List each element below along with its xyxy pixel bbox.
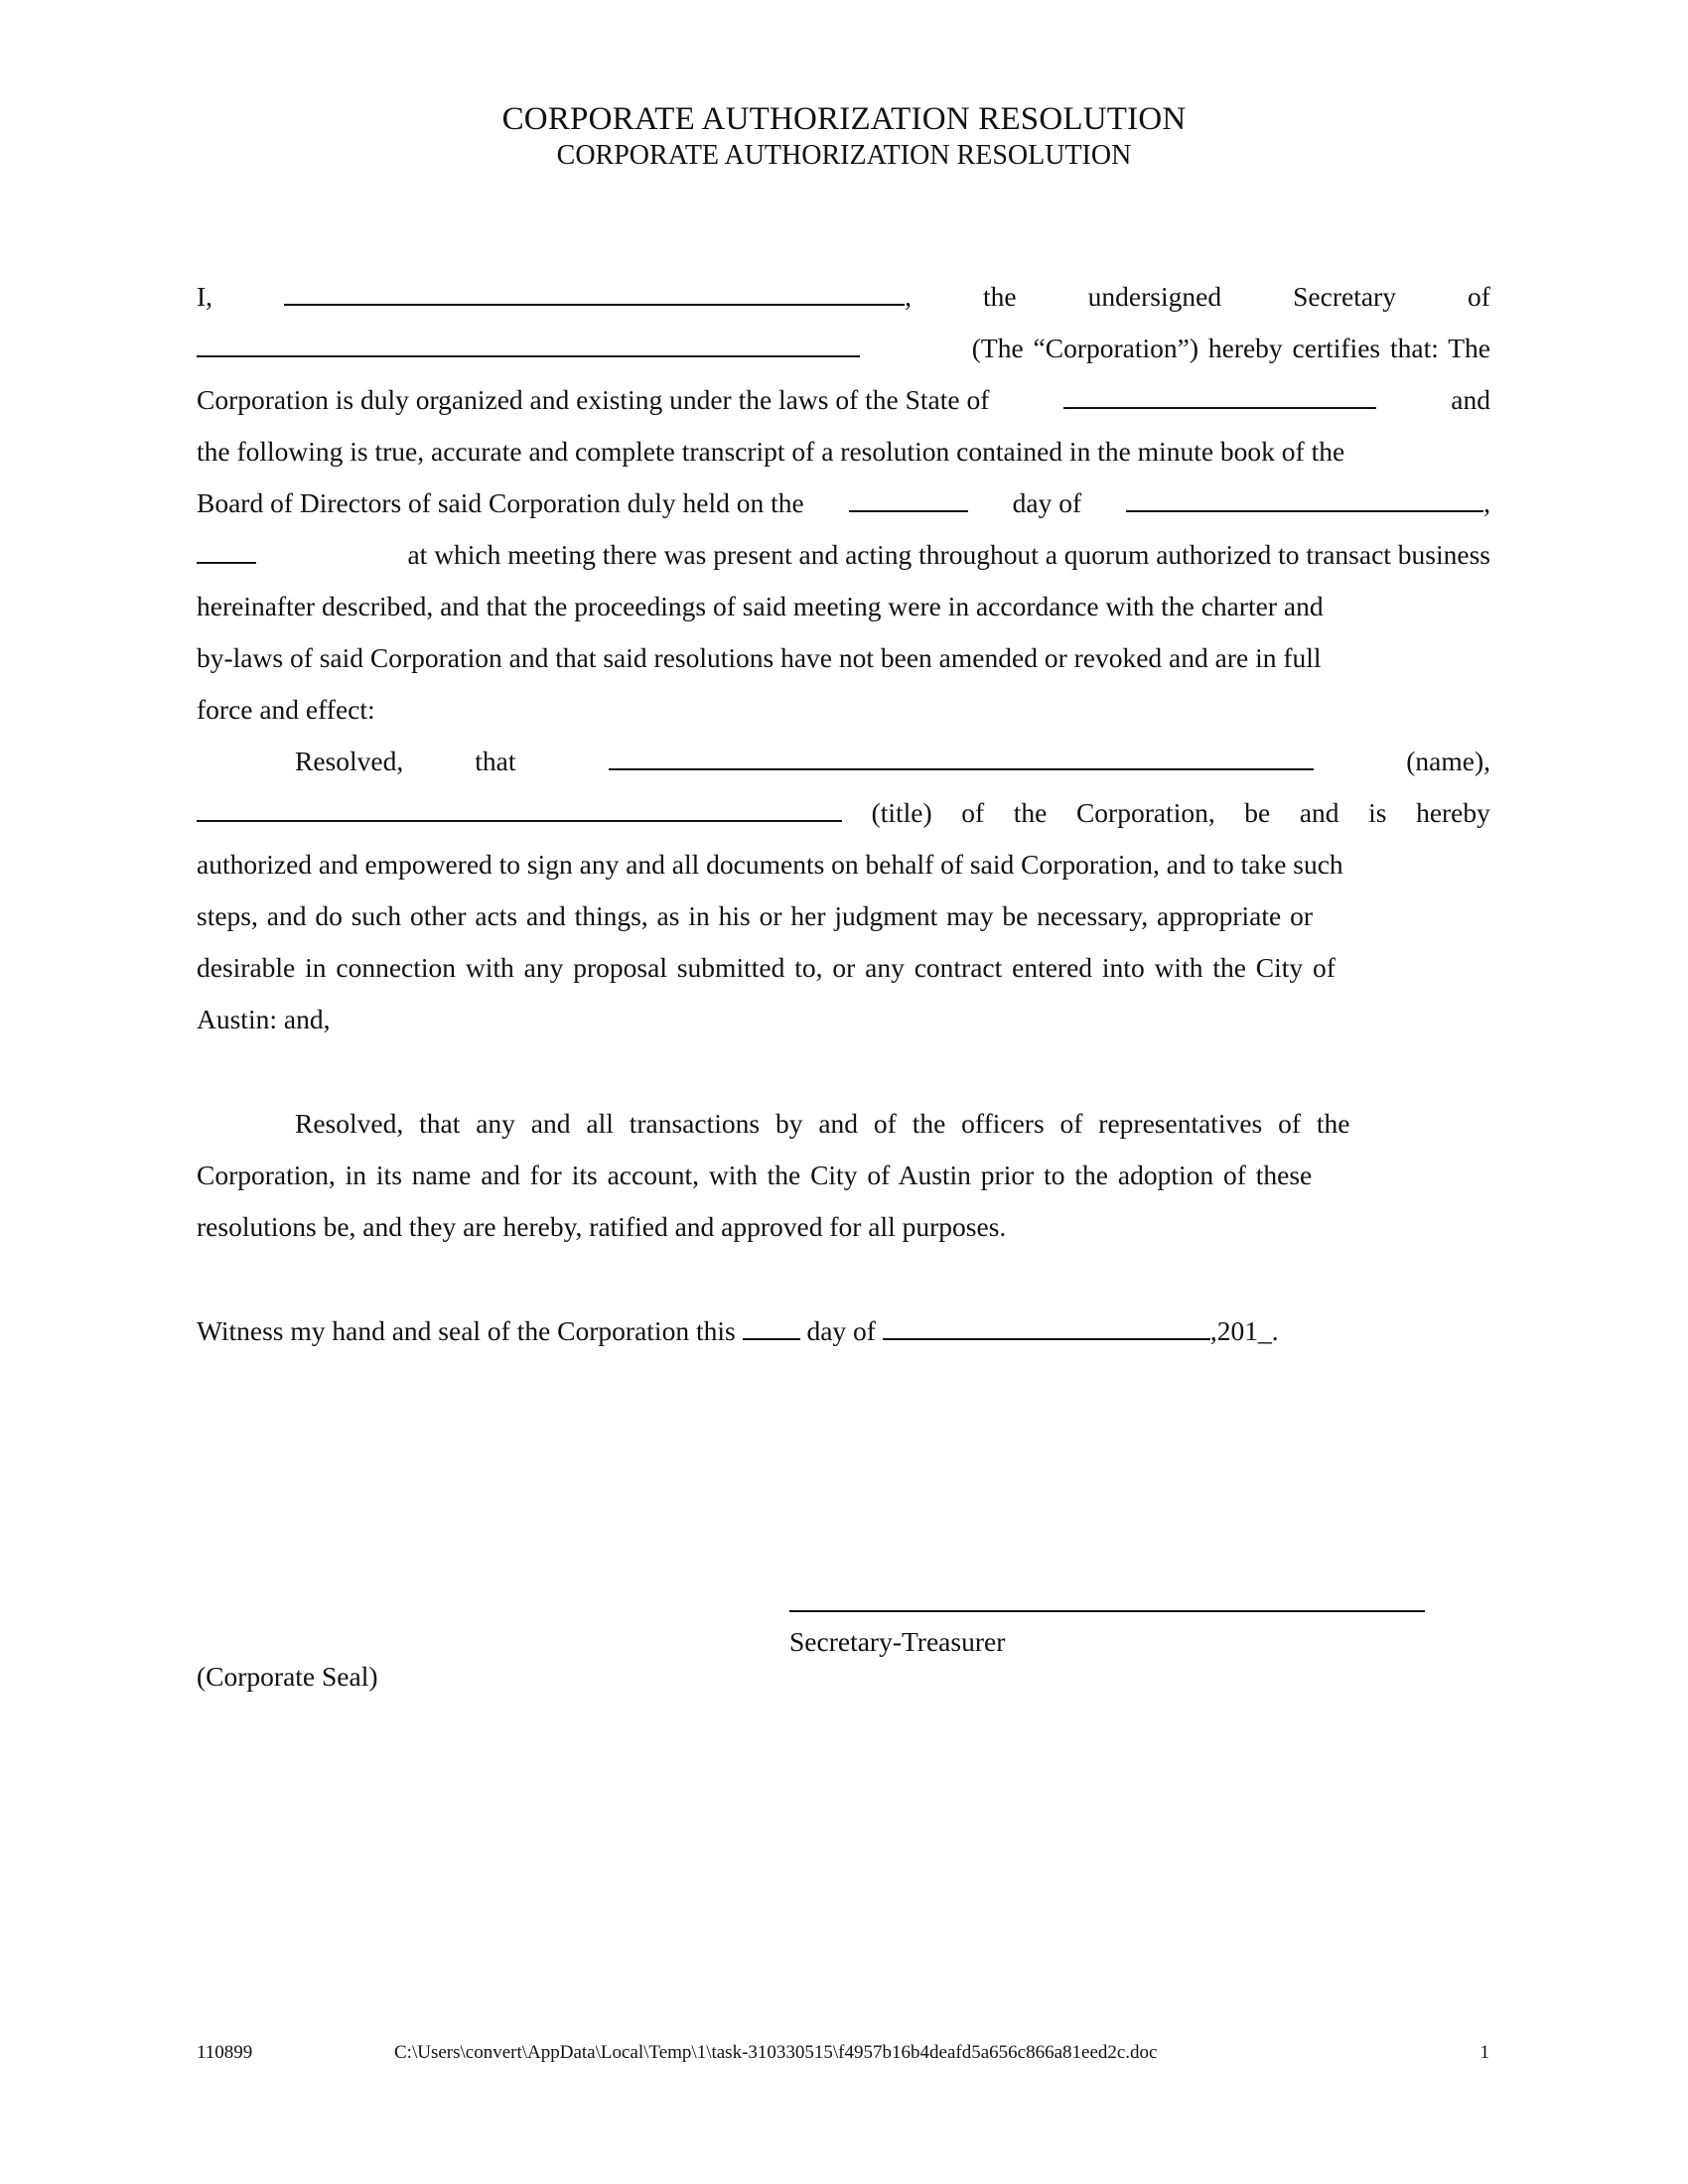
resolution2-line-3 — [197, 1209, 1490, 1245]
text: resolutions be, and they are hereby, ratified and approved for all purposes. — [197, 1211, 1007, 1242]
text: Corporation is duly organized and existing under the laws of the State of — [197, 384, 990, 415]
text: Secretary — [1293, 281, 1396, 312]
text: Resolved, — [295, 746, 404, 776]
cert-line-1 — [197, 279, 1490, 315]
text: at which meeting there was present and acting throughout a quorum authorized to transact business — [407, 539, 1490, 570]
text: the — [1013, 797, 1048, 828]
secretary-name-blank-group — [284, 279, 912, 315]
signature-line[interactable] — [789, 1610, 1425, 1612]
text: day of — [1012, 487, 1082, 518]
authorized-name-blank[interactable] — [609, 747, 1314, 770]
text: hereinafter described, and that the proceedings of said meeting were in accordance with the charter and — [197, 591, 1324, 621]
resolution1-line-1 — [197, 744, 1490, 779]
cert-line-9 — [197, 692, 1490, 728]
resolution1-line-3 — [197, 847, 1490, 883]
text: I, — [197, 281, 213, 312]
cert-line-7 — [197, 589, 1490, 624]
secretary-name-blank[interactable] — [284, 282, 905, 306]
text: desirable in connection with any proposal submitted to, or any contract entered into with the City of — [197, 952, 1336, 983]
text: Corporation, — [1075, 797, 1215, 828]
corporation-name-blank[interactable] — [197, 334, 860, 357]
cert-line-6 — [197, 537, 1490, 573]
authorized-title-blank[interactable] — [197, 798, 842, 822]
cert-line-2 — [197, 331, 1490, 366]
meeting-month-blank-group — [1126, 485, 1490, 521]
meeting-day-blank[interactable] — [849, 488, 968, 512]
witness-line — [197, 1313, 1490, 1349]
footer-file-path: C:\Users\convert\AppData\Local\Temp\1\task-310330515\f4957b16b4deafd5a656c866a81eed2c.doc — [394, 2042, 1158, 2063]
witness-month-blank[interactable] — [883, 1316, 1210, 1340]
cert-line-4 — [197, 434, 1490, 470]
text: authorized and empowered to sign any and all documents on behalf of said Corporation, and to take such — [197, 849, 1343, 880]
text: Board of Directors of said Corporation duly held on the — [197, 487, 804, 518]
text: Austin: and, — [197, 1004, 331, 1034]
corporate-seal-label: (Corporate Seal) — [197, 1661, 378, 1692]
text: and — [1451, 384, 1490, 415]
text: and — [1299, 797, 1339, 828]
cert-line-5 — [197, 485, 1490, 521]
resolution1-line-4 — [197, 898, 1490, 934]
resolution1-line-5 — [197, 950, 1490, 986]
resolved-group — [197, 744, 515, 779]
resolution1-line-6 — [197, 1002, 1490, 1037]
text: (name), — [1406, 746, 1490, 776]
text: of — [961, 797, 985, 828]
state-blank[interactable] — [1063, 385, 1376, 409]
text: Resolved, that any and all transactions by and of the officers of representatives of the — [295, 1108, 1350, 1139]
document-title: CORPORATE AUTHORIZATION RESOLUTION — [501, 101, 1187, 137]
document-subtitle: CORPORATE AUTHORIZATION RESOLUTION — [556, 140, 1132, 171]
text: of — [1468, 281, 1490, 312]
text: , — [905, 281, 912, 312]
signature-label: Secretary-Treasurer — [789, 1626, 1006, 1657]
resolution1-line-2 — [197, 795, 1490, 831]
resolution2-line-2 — [197, 1158, 1490, 1193]
cert-line-8 — [197, 640, 1490, 676]
text: by-laws of said Corporation and that said resolutions have not been amended or revoked and are in full — [197, 642, 1322, 673]
text: is — [1368, 797, 1387, 828]
text: hereby — [1416, 797, 1490, 828]
text: ,201_. — [1209, 1315, 1279, 1346]
text: force and effect: — [197, 694, 375, 725]
text: undersigned — [1087, 281, 1222, 312]
text: , — [1483, 487, 1490, 518]
meeting-month-blank[interactable] — [1126, 488, 1483, 512]
footer-doc-number: 110899 — [197, 2042, 253, 2063]
footer-page-number: 1 — [1479, 2042, 1489, 2063]
text: be — [1244, 797, 1271, 828]
text: the — [983, 281, 1017, 312]
text: (The “Corporation”) hereby certifies that: The — [971, 333, 1490, 363]
text: Witness my hand and seal of the Corporation this — [197, 1315, 736, 1346]
cert-line-3 — [197, 382, 1490, 418]
witness-day-blank[interactable] — [743, 1316, 800, 1340]
text: (title) — [871, 797, 932, 828]
text: the following is true, accurate and complete transcript of a resolution contained in the minute book of the — [197, 436, 1345, 467]
text: that — [475, 746, 516, 776]
meeting-year-blank[interactable] — [197, 540, 256, 564]
text: steps, and do such other acts and things, as in his or her judgment may be necessary, appropriate or — [197, 900, 1313, 931]
text: day of — [806, 1315, 876, 1346]
text: Corporation, in its name and for its account, with the City of Austin prior to the adoption of these — [197, 1160, 1313, 1190]
resolution2-line-1 — [197, 1106, 1490, 1142]
